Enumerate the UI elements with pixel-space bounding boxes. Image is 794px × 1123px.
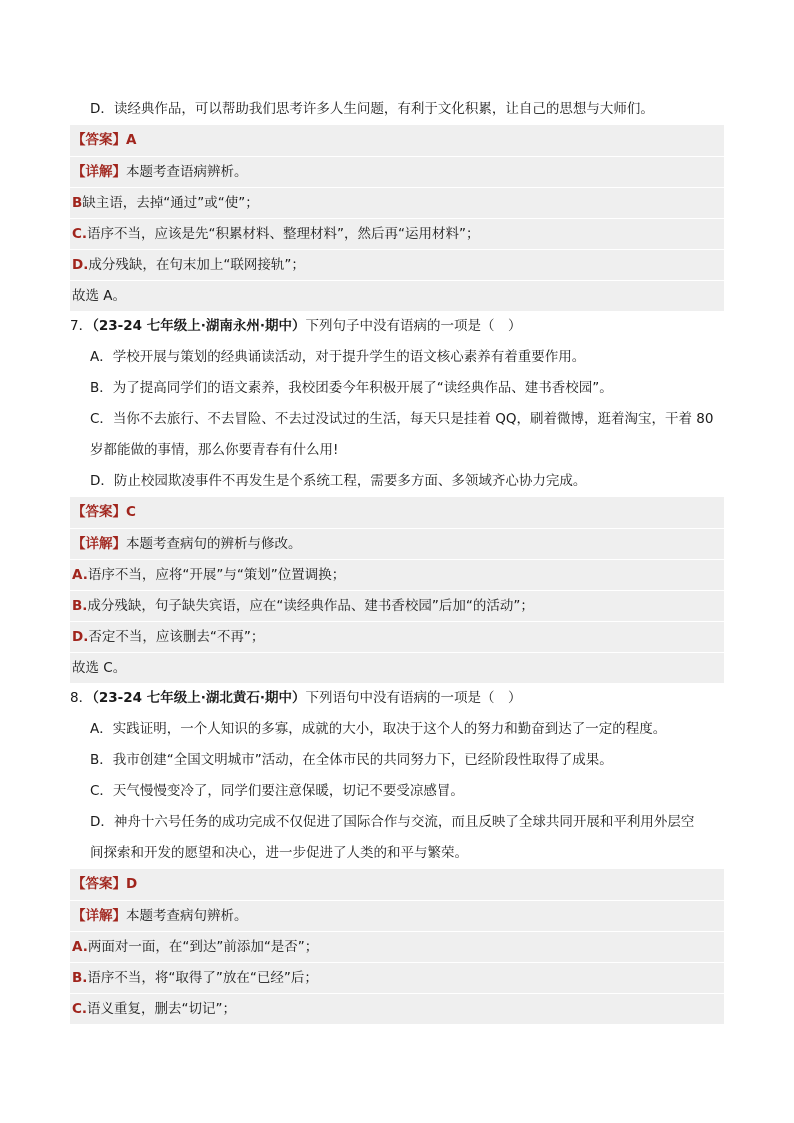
item-text: 否定不当，应该删去“不再”； — [88, 629, 265, 645]
question-number: 7． — [70, 318, 93, 334]
conclusion: 故选 C。 — [70, 652, 724, 683]
answer-line — [70, 869, 724, 900]
option-c-continued: 岁都能做的事情，那么你要青春有什么用! — [90, 442, 339, 458]
content-area — [70, 94, 724, 1024]
detail-tag: 【详解】 — [72, 908, 126, 924]
detail-text: 本题考查语病辨析。 — [126, 164, 248, 180]
question-text: 下列句子中没有语病的一项是（ ） — [305, 318, 522, 334]
analysis-item — [70, 218, 724, 249]
answer-tag: 【答案】 — [72, 132, 126, 148]
detail-tag: 【详解】 — [72, 536, 126, 552]
item-text: 语序不当，应将“开展”与“策划”位置调换； — [87, 567, 346, 583]
item-text: 成分残缺，在句末加上“联网接轨”； — [88, 257, 305, 273]
analysis-item — [70, 187, 724, 218]
answer-value: C — [126, 504, 136, 520]
item-key: D. — [72, 257, 89, 273]
question-text: 下列语句中没有语病的一项是（ ） — [305, 690, 522, 706]
question-source: （23-24 七年级上·湖北黄石·期中） — [92, 690, 306, 706]
conclusion: 故选 A。 — [70, 280, 724, 311]
item-key: B — [72, 195, 83, 211]
detail-text: 本题考查病句辨析。 — [126, 908, 248, 924]
question-7 — [70, 311, 724, 342]
option-a: A．实践证明，一个人知识的多寡，成就的大小，取决于这个人的努力和勤奋到达了一定的程度。 — [90, 721, 667, 737]
item-key: B. — [72, 970, 88, 986]
question-8 — [70, 683, 724, 714]
option-d: D．读经典作品，可以帮助我们思考许多人生问题，有利于文化积累，让自己的思想与大师们。 — [90, 101, 654, 117]
analysis-item — [70, 590, 724, 621]
analysis-item — [70, 962, 724, 993]
analysis-item — [70, 993, 724, 1024]
answer-tag: 【答案】 — [72, 876, 126, 892]
item-key: A. — [72, 939, 88, 955]
option-d: D．防止校园欺凌事件不再发生是个系统工程，需要多方面、多领域齐心协力完成。 — [90, 473, 587, 489]
answer-value: A — [126, 132, 137, 148]
option-d: D．神舟十六号任务的成功完成不仅促进了国际合作与交流，而且反映了全球共同开展和平利用外层空 — [90, 814, 695, 830]
item-text: 语序不当，应该是先“积累材料、整理材料”，然后再“运用材料”； — [87, 226, 480, 242]
question-number: 8． — [70, 690, 93, 706]
option-a: A．学校开展与策划的经典诵读活动，对于提升学生的语文核心素养有着重要作用。 — [90, 349, 586, 365]
item-key: C. — [72, 226, 88, 242]
detail-line — [70, 528, 724, 559]
answer-line — [70, 125, 724, 156]
item-key: A. — [72, 567, 88, 583]
answer-tag: 【答案】 — [72, 504, 126, 520]
option-d-continued: 间探索和开发的愿望和决心，进一步促进了人类的和平与繁荣。 — [90, 845, 468, 861]
item-text: 两面对一面，在“到达”前添加“是否”； — [87, 939, 319, 955]
detail-line — [70, 900, 724, 931]
detail-tag: 【详解】 — [72, 164, 126, 180]
option-c: C．天气慢慢变冷了，同学们要注意保暖，切记不要受凉感冒。 — [90, 783, 464, 799]
answer-line — [70, 497, 724, 528]
item-text: 语序不当，将“取得了”放在“已经”后； — [87, 970, 318, 986]
analysis-item — [70, 621, 724, 652]
analysis-item — [70, 559, 724, 590]
answer-value: D — [126, 876, 138, 892]
detail-text: 本题考查病句的辨析与修改。 — [126, 536, 302, 552]
item-text: 语义重复，删去“切记”； — [87, 1001, 237, 1017]
option-b: B．为了提高同学们的语文素养，我校团委今年积极开展了“读经典作品、建书香校园”。 — [90, 380, 613, 396]
option-c: C．当你不去旅行、不去冒险、不去过没试过的生活，每天只是挂着 QQ，刷着微博，逛着淘宝，干着 80 — [90, 411, 714, 427]
question-source: （23-24 七年级上·湖南永州·期中） — [92, 318, 306, 334]
option-b: B．我市创建“全国文明城市”活动，在全体市民的共同努力下，已经阶段性取得了成果。 — [90, 752, 613, 768]
item-key: C. — [72, 1001, 88, 1017]
item-text: 成分残缺，句子缺失宾语，应在“读经典作品、建书香校园”后加“的活动”； — [87, 598, 534, 614]
detail-line — [70, 156, 724, 187]
item-text: 缺主语，去掉“通过”或“使”； — [82, 195, 259, 211]
item-key: D. — [72, 629, 89, 645]
analysis-item — [70, 931, 724, 962]
item-key: B. — [72, 598, 88, 614]
analysis-item — [70, 249, 724, 280]
